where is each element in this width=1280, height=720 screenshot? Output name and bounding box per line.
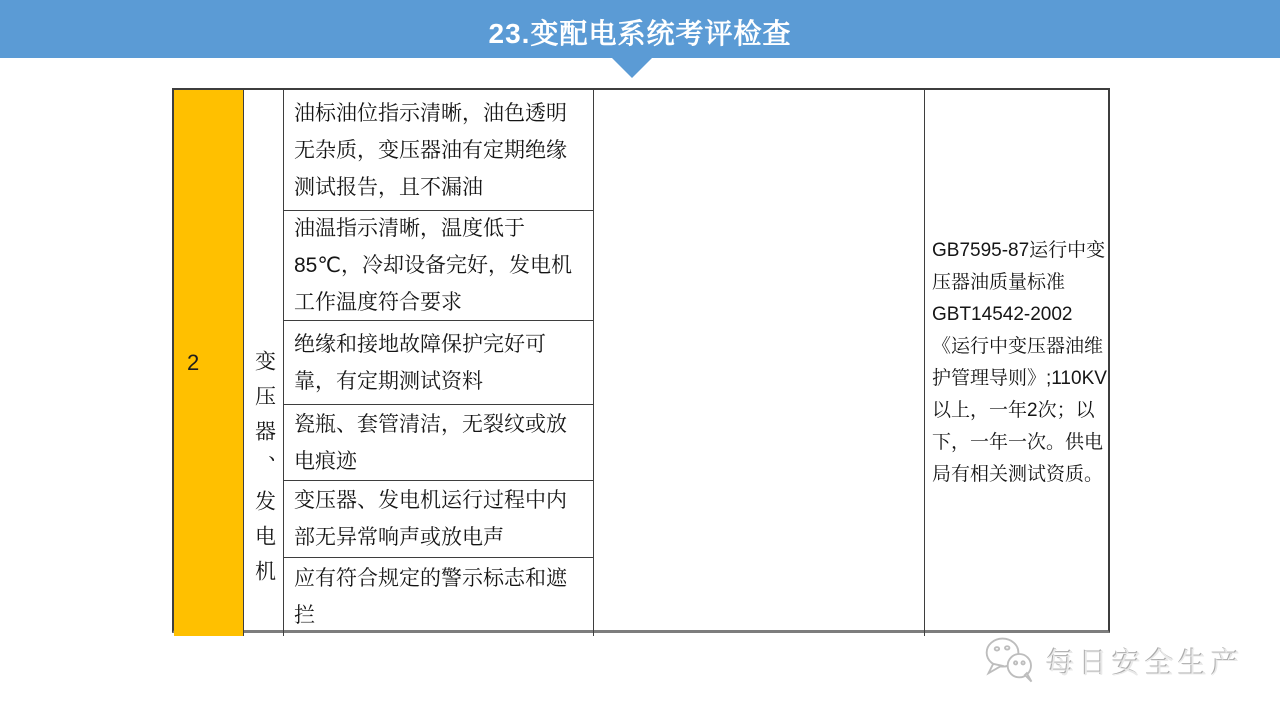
check-item-cell bbox=[284, 90, 593, 210]
pointer-triangle bbox=[612, 58, 652, 78]
check-item-cell bbox=[284, 480, 593, 557]
assessment-table bbox=[172, 88, 1110, 633]
category-label: 变压器、发电机 bbox=[252, 350, 276, 595]
check-item-text: 瓷瓶、套管清洁，无裂纹或放电痕迹 bbox=[294, 412, 567, 473]
check-item-text: 油标油位指示清晰，油色透明无杂质，变压器油有定期绝缘测试报告，且不漏油 bbox=[294, 101, 567, 199]
result-column-cell bbox=[594, 90, 925, 636]
check-item-cell bbox=[284, 404, 593, 480]
category-cell bbox=[244, 90, 284, 636]
page-title: 23.变配电系统考评检查 bbox=[488, 18, 792, 49]
reference-text: GB7595-87运行中变压器油质量标准GBT14542-2002《运行中变压器油维护管理导则》;110KV以上，一年2次；以下，一年一次。供电局有相关测试资质。 bbox=[932, 240, 1107, 485]
check-item-cell bbox=[284, 320, 593, 404]
row-number-cell bbox=[174, 90, 244, 636]
check-item-cell bbox=[284, 210, 593, 320]
check-item-text: 应有符合规定的警示标志和遮拦 bbox=[294, 567, 567, 627]
wechat-logo-icon bbox=[982, 634, 1038, 688]
watermark bbox=[982, 634, 1244, 688]
check-item-text: 绝缘和接地故障保护完好可靠，有定期测试资料 bbox=[294, 332, 546, 393]
title-bar bbox=[0, 0, 1280, 58]
reference-cell bbox=[925, 90, 1112, 636]
row-number: 2 bbox=[187, 350, 200, 375]
watermark-text: 每日安全生产 bbox=[1046, 647, 1245, 680]
check-item-cell bbox=[284, 557, 593, 636]
check-item-text: 变压器、发电机运行过程中内部无异常响声或放电声 bbox=[294, 489, 567, 549]
check-item-text: 油温指示清晰，温度低于85℃，冷却设备完好，发电机工作温度符合要求 bbox=[294, 217, 572, 314]
check-items-column bbox=[284, 90, 594, 636]
